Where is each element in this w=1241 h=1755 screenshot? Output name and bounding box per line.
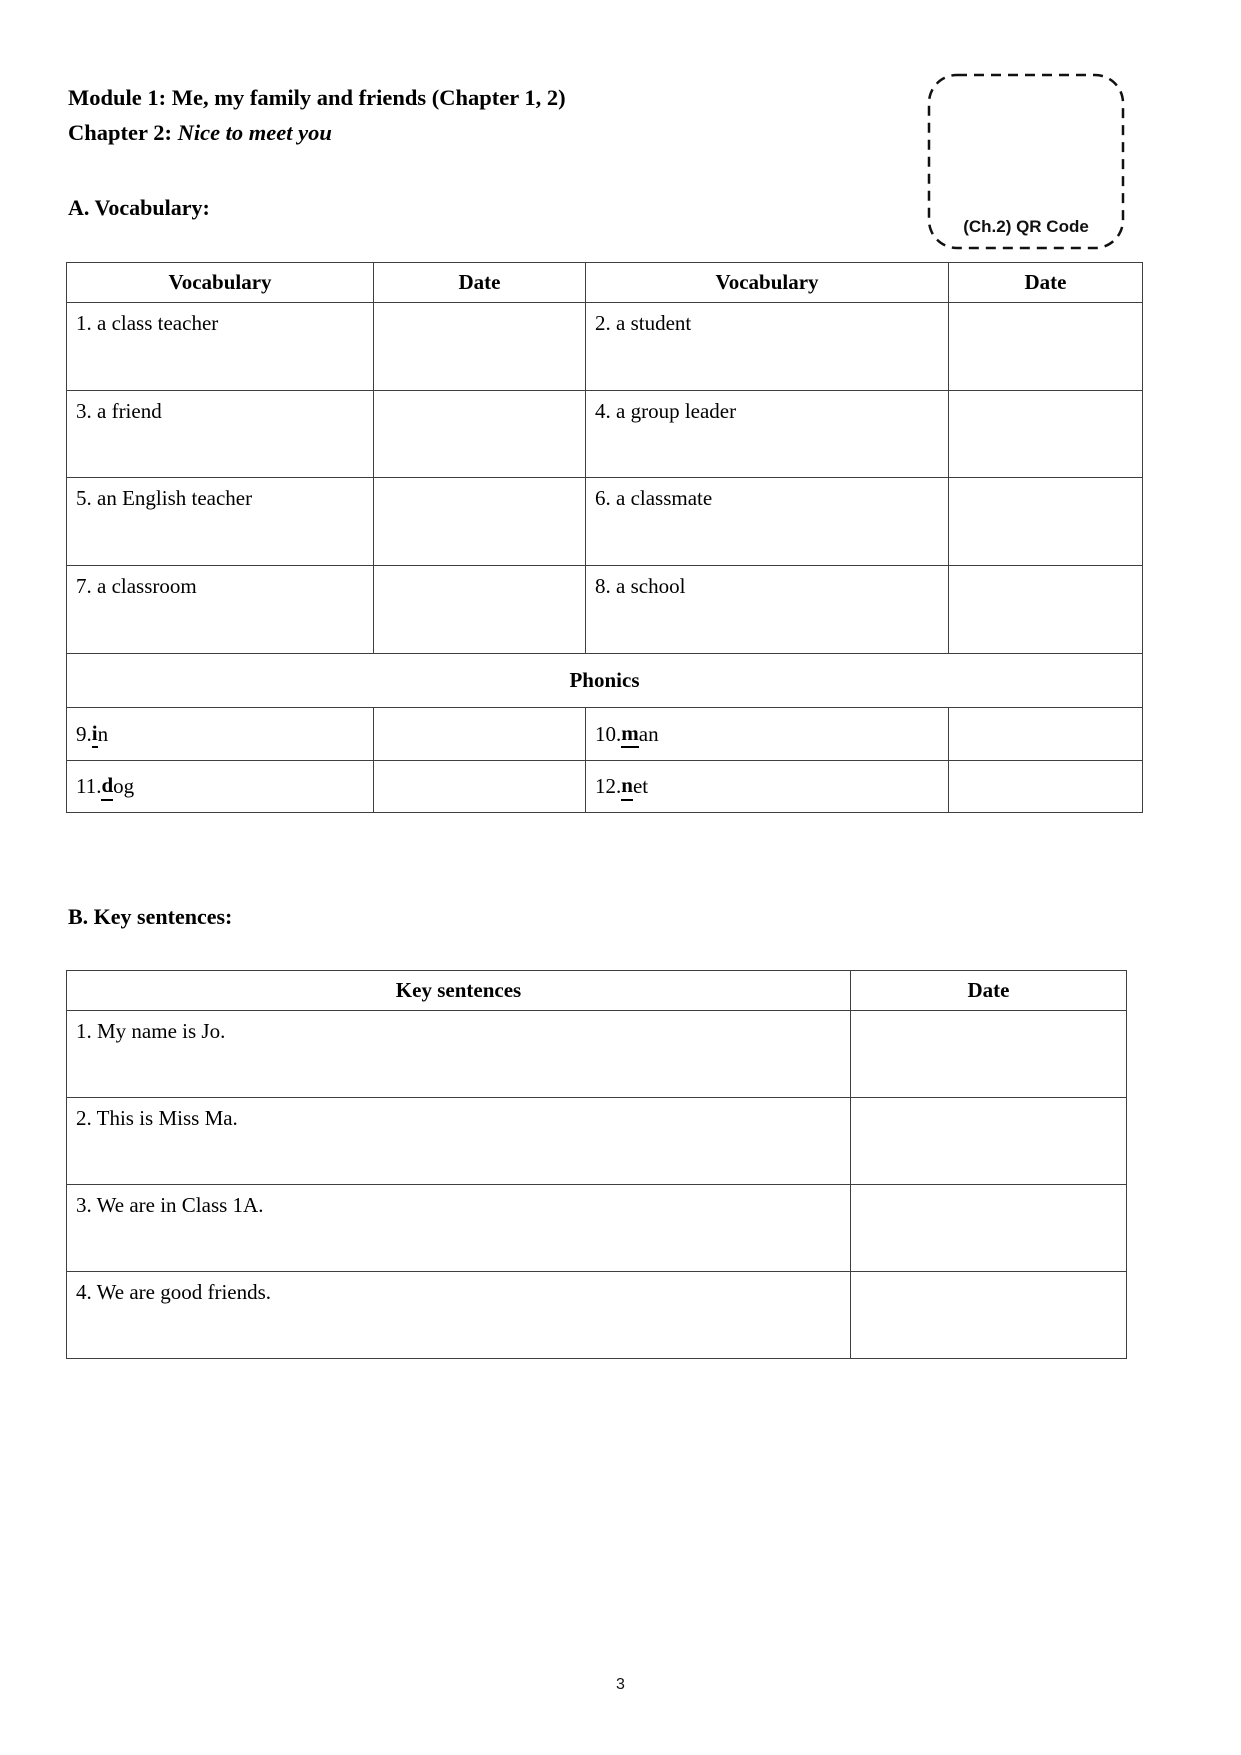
date-header-cell: Date (851, 971, 1127, 1011)
date-cell (949, 303, 1143, 391)
phonics-number: 9. (76, 721, 92, 746)
key-sentences-table (66, 970, 1127, 1359)
phonics-word-rest: og (113, 774, 135, 799)
phonics-number: 12. (595, 774, 622, 799)
key-sentences-header-cell: Key sentences (67, 971, 851, 1011)
qr-code-placeholder (927, 73, 1125, 250)
vocab-cell: 4. a group leader (586, 391, 949, 478)
date-header-cell: Date (374, 263, 586, 303)
page-number: 3 (616, 1676, 625, 1693)
date-cell (851, 1185, 1127, 1272)
date-cell (949, 761, 1143, 813)
phonics-emphasis-letter: d (101, 772, 113, 800)
vocab-cell: 5. an English teacher (67, 478, 374, 566)
qr-code-label: (Ch.2) QR Code (963, 217, 1089, 236)
phonics-cell (67, 708, 374, 761)
vocab-header-cell: Vocabulary (67, 263, 374, 303)
vocab-cell: 7. a classroom (67, 566, 374, 654)
date-cell (374, 566, 586, 654)
date-cell (949, 391, 1143, 478)
chapter-title-name: Nice to meet you (177, 120, 332, 145)
document-title (68, 80, 566, 150)
phonics-cell (586, 761, 949, 813)
key-sentence-cell: 4. We are good friends. (67, 1272, 851, 1359)
date-cell (374, 391, 586, 478)
vocab-cell: 6. a classmate (586, 478, 949, 566)
date-cell (851, 1272, 1127, 1359)
phonics-header-cell: Phonics (67, 654, 1143, 708)
section-b-heading: B. Key sentences: (68, 904, 233, 929)
chapter-title-prefix: Chapter 2: (68, 120, 178, 145)
date-cell (374, 478, 586, 566)
date-cell (374, 761, 586, 813)
phonics-number: 11. (76, 774, 102, 799)
date-cell (374, 303, 586, 391)
phonics-number: 10. (595, 721, 622, 746)
date-cell (374, 708, 586, 761)
phonics-cell (67, 761, 374, 813)
date-cell (851, 1098, 1127, 1185)
phonics-emphasis-letter: n (621, 772, 633, 800)
phonics-emphasis-letter: i (92, 720, 98, 748)
key-sentence-cell: 3. We are in Class 1A. (67, 1185, 851, 1272)
date-cell (949, 708, 1143, 761)
vocab-header-cell: Vocabulary (586, 263, 949, 303)
key-sentence-cell: 2. This is Miss Ma. (67, 1098, 851, 1185)
key-sentence-cell: 1. My name is Jo. (67, 1011, 851, 1098)
vocabulary-table (66, 262, 1143, 813)
vocab-cell: 8. a school (586, 566, 949, 654)
vocab-cell: 3. a friend (67, 391, 374, 478)
chapter-title-line (68, 115, 566, 150)
date-header-cell: Date (949, 263, 1143, 303)
module-title-line: Module 1: Me, my family and friends (Chapter 1, 2) (68, 85, 566, 110)
date-cell (851, 1011, 1127, 1098)
date-cell (949, 478, 1143, 566)
vocab-cell: 2. a student (586, 303, 949, 391)
phonics-cell (586, 708, 949, 761)
phonics-word-rest: et (632, 774, 649, 799)
phonics-word-rest: n (97, 721, 109, 746)
phonics-word-rest: an (638, 721, 659, 746)
phonics-emphasis-letter: m (621, 720, 639, 748)
section-a-heading: A. Vocabulary: (68, 195, 210, 220)
vocab-cell: 1. a class teacher (67, 303, 374, 391)
date-cell (949, 566, 1143, 654)
